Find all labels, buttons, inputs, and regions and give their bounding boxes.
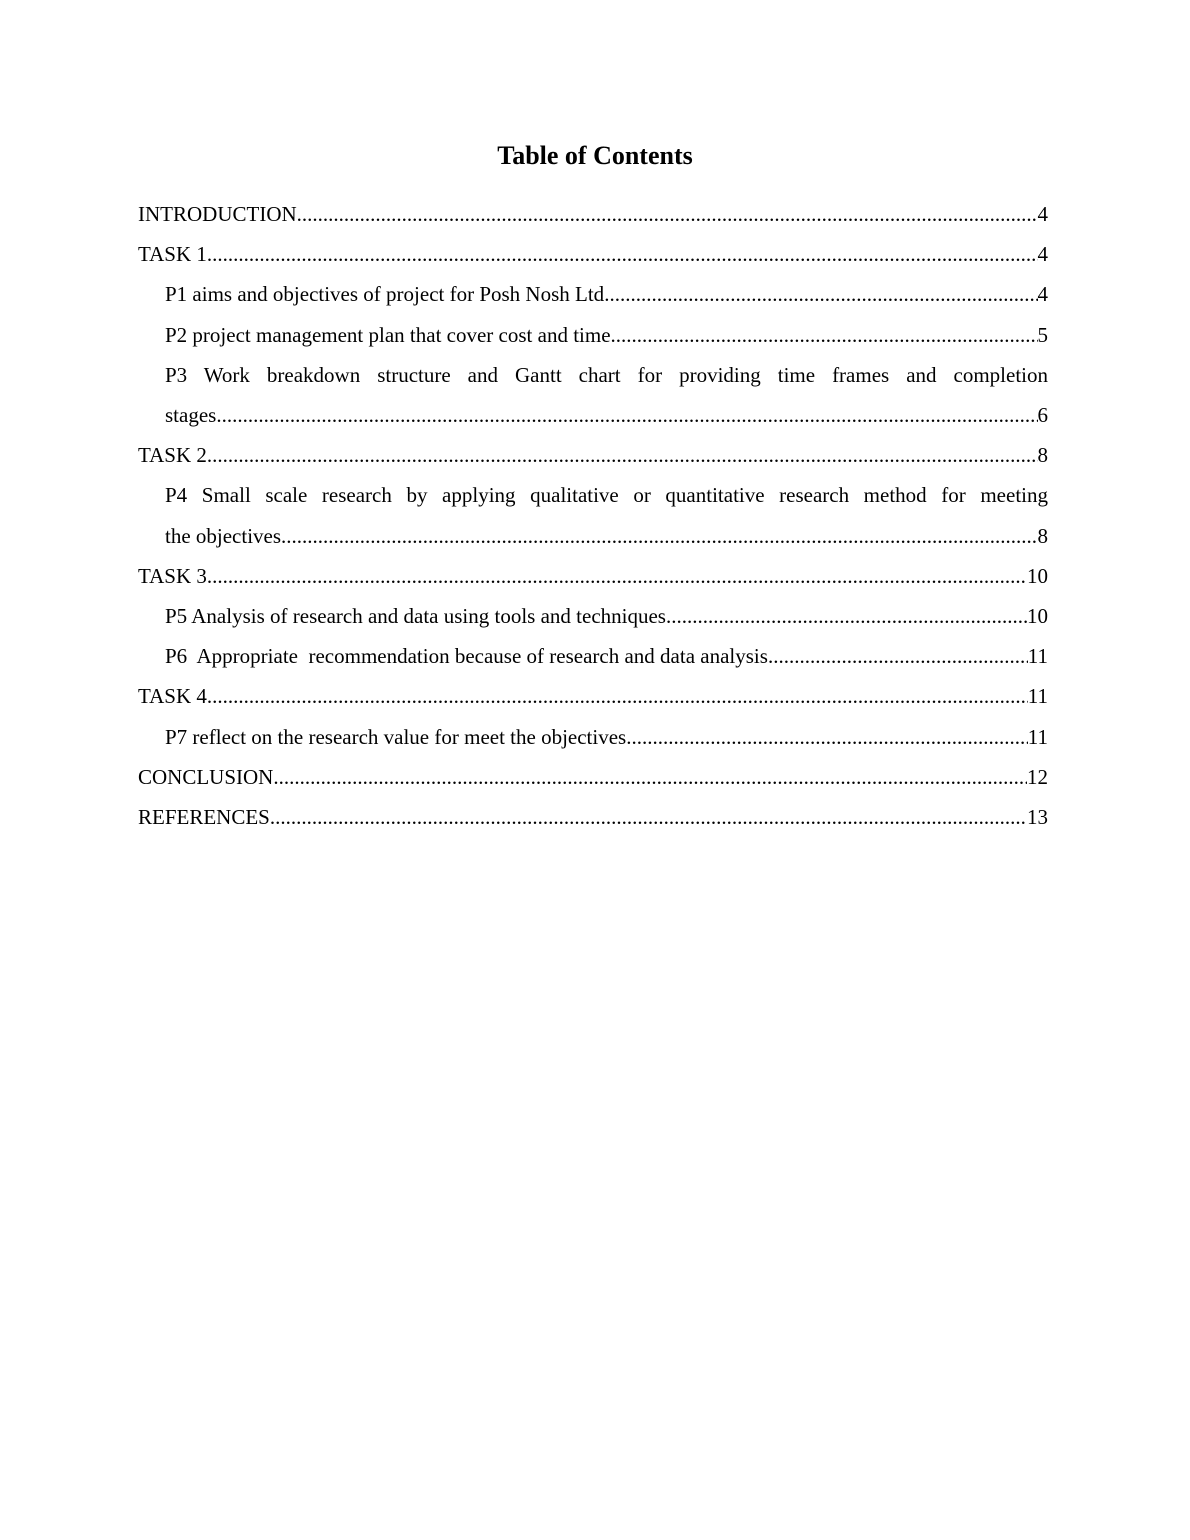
toc-page-number: 6 (1037, 403, 1048, 428)
dot-leader (604, 274, 1037, 314)
dot-leader (270, 797, 1027, 837)
toc-page-number: 8 (1037, 523, 1048, 548)
toc-entry-label-line2: the objectives (165, 523, 282, 548)
toc-entry-introduction[interactable] (138, 194, 1048, 234)
toc-page-number: 4 (1037, 282, 1048, 307)
toc-entry-label: P6 Appropriate recommendation because of research and data analysis (165, 644, 768, 669)
toc-entry-label: P2 project management plan that cover cost and time (165, 322, 611, 347)
toc-entry-p4[interactable] (138, 475, 1048, 555)
toc-entry-label: CONCLUSION (138, 764, 274, 789)
dot-leader (207, 676, 1028, 716)
toc-page-number: 5 (1037, 322, 1048, 347)
toc-entry-p7[interactable] (138, 717, 1048, 757)
toc-entry-p6[interactable] (138, 636, 1048, 676)
toc-entry-label: INTRODUCTION (138, 202, 297, 226)
toc-entry-label: TASK 4 (138, 684, 207, 709)
toc-entry-label: TASK 1 (138, 242, 207, 267)
toc-entry-task-4[interactable] (138, 676, 1048, 716)
toc-entry-p3[interactable] (138, 355, 1048, 435)
toc-page-number: 4 (1037, 242, 1048, 267)
toc-entry-label-line2: stages (165, 403, 217, 428)
toc-entry-label-line1: P3 Work breakdown structure and Gantt chart for providing time frames and completion (165, 362, 1048, 387)
toc-entry-label: P5 Analysis of research and data using tools and techniques (165, 604, 666, 629)
toc-entry-task-1[interactable] (138, 234, 1048, 274)
toc-page-number: 12 (1027, 764, 1048, 789)
toc-entry-task-3[interactable] (138, 556, 1048, 596)
page-title: Table of Contents (497, 141, 693, 170)
toc-entry-label: TASK 2 (138, 443, 207, 468)
dot-leader (207, 435, 1038, 475)
toc-entry-label: P7 reflect on the research value for meet the objectives (165, 724, 627, 749)
dot-leader (207, 556, 1027, 596)
toc-page-number: 10 (1027, 604, 1048, 629)
dot-leader (626, 717, 1028, 757)
toc-page-number: 11 (1027, 644, 1048, 669)
toc-entry-label: TASK 3 (138, 563, 207, 588)
toc-entry-label: REFERENCES (138, 805, 270, 830)
dot-leader (207, 234, 1038, 274)
toc-page-number: 13 (1027, 805, 1048, 830)
toc-page-number: 4 (1037, 202, 1048, 226)
toc-page-number: 10 (1027, 563, 1048, 588)
toc-entry-p2[interactable] (138, 315, 1048, 355)
dot-leader (611, 315, 1038, 355)
toc-entry-conclusion[interactable] (138, 757, 1048, 797)
dot-leader (297, 194, 1038, 234)
toc-page-number: 8 (1037, 443, 1048, 468)
toc-entry-task-2[interactable] (138, 435, 1048, 475)
table-of-contents (138, 194, 1048, 837)
toc-entry-label-line1: P4 Small scale research by applying qualitative or quantitative research method for meeting (165, 483, 1048, 508)
toc-page-number: 11 (1027, 724, 1048, 749)
dot-leader (666, 596, 1027, 636)
toc-entry-p5[interactable] (138, 596, 1048, 636)
toc-entry-label: P1 aims and objectives of project for Posh Nosh Ltd (165, 282, 605, 307)
dot-leader (281, 516, 1037, 556)
toc-entry-p1[interactable] (138, 274, 1048, 314)
toc-entry-references[interactable] (138, 797, 1048, 837)
dot-leader (768, 636, 1028, 676)
dot-leader (216, 395, 1037, 435)
dot-leader (273, 757, 1027, 797)
toc-page-number: 11 (1027, 684, 1048, 709)
